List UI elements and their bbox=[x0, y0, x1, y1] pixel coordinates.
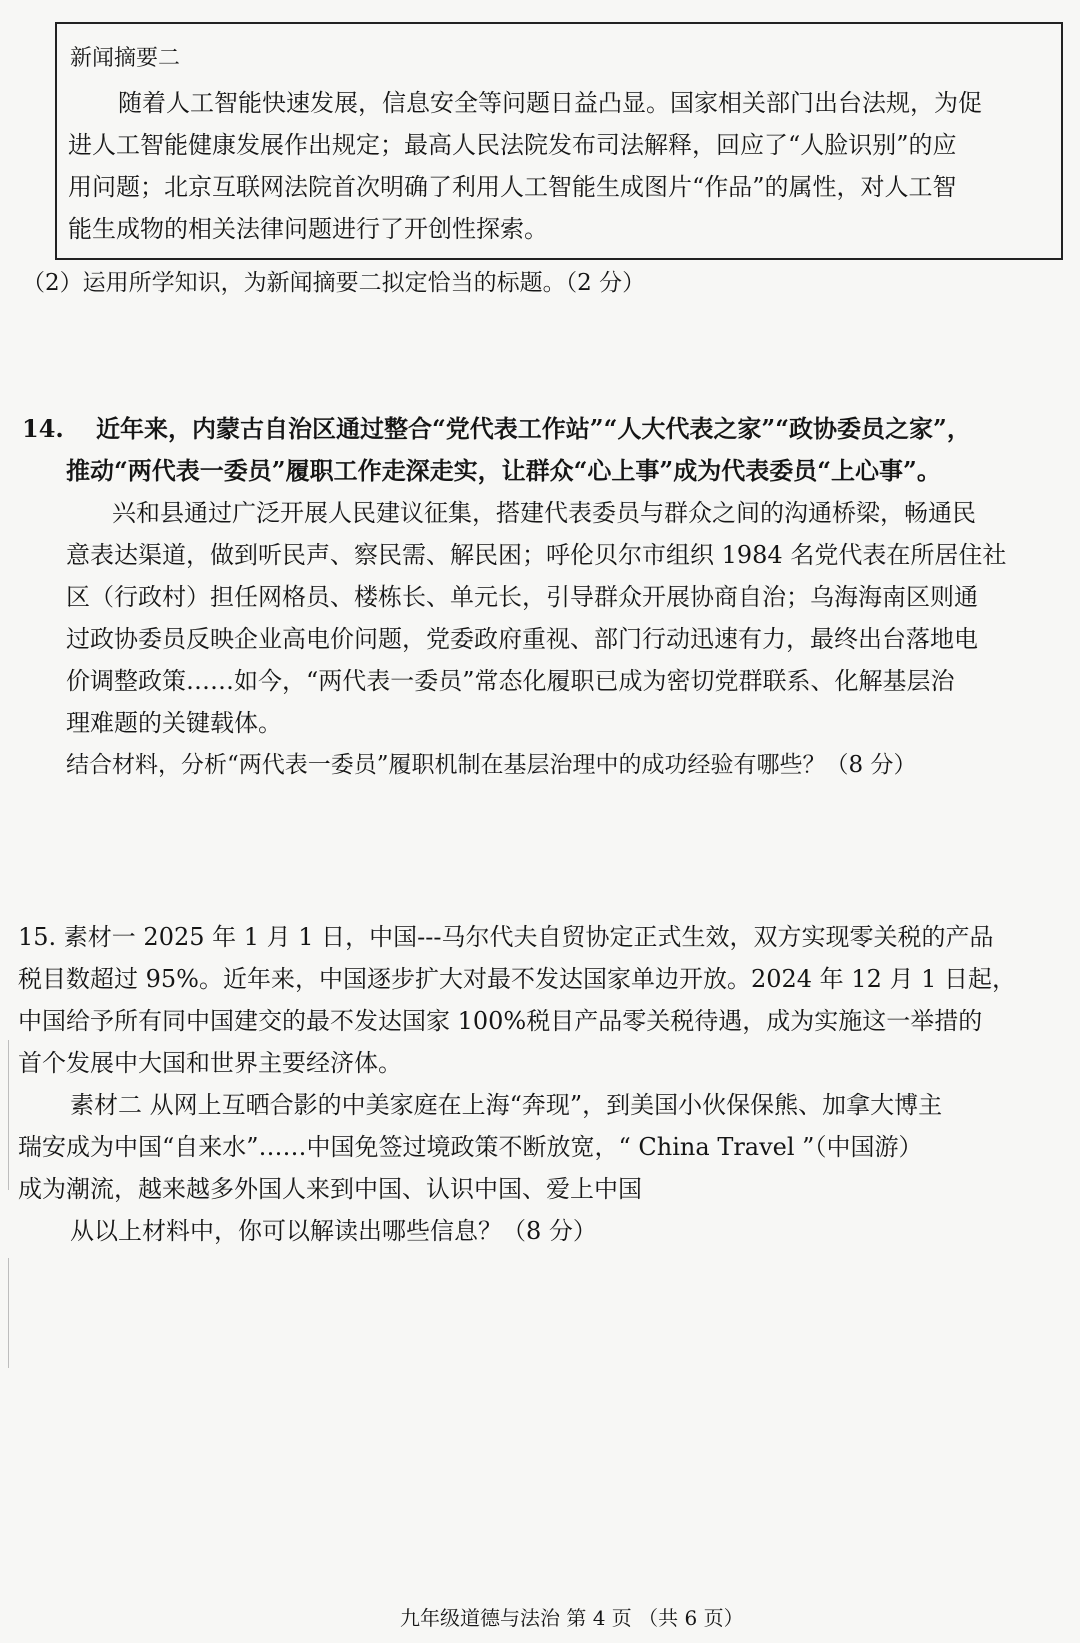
page-footer: 九年级道德与法治 第 4 页 （共 6 页） bbox=[400, 1606, 744, 1630]
news-summary-line: 用问题；北京互联网法院首次明确了利用人工智能生成图片“作品”的属性，对人工智 bbox=[68, 173, 957, 201]
question-14-material-line: 过政协委员反映企业高电价问题，党委政府重视、部门行动迅速有力，最终出台落地电 bbox=[66, 625, 978, 653]
question-14-material-line: 区（行政村）担任网格员、楼栋长、单元长，引导群众开展协商自治；乌海海南区则通 bbox=[66, 583, 978, 611]
question-14-material-line: 意表达渠道，做到听民声、察民需、解民困；呼伦贝尔市组织 1984 名党代表在所居住社 bbox=[66, 541, 1007, 569]
question-14-intro-line: 近年来，内蒙古自治区通过整合“党代表工作站”“人大代表之家”“政协委员之家”， bbox=[96, 414, 971, 443]
news-summary-line: 进人工智能健康发展作出规定；最高人民法院发布司法解释，回应了“人脸识别”的应 bbox=[68, 131, 957, 159]
question-15-line: 中国给予所有同中国建交的最不发达国家 100%税目产品零关税待遇，成为实施这一举措的 bbox=[18, 1007, 983, 1035]
question-13-2: （2）运用所学知识，为新闻摘要二拟定恰当的标题。（2 分） bbox=[22, 270, 646, 296]
scan-edge-mark bbox=[8, 1040, 9, 1190]
news-summary-title: 新闻摘要二 bbox=[70, 46, 181, 71]
question-15-line: 瑞安成为中国“自来水”……中国免签过境政策不断放宽，“ China Travel ”（中国游） bbox=[18, 1133, 923, 1161]
question-14-prompt: 结合材料，分析“两代表一委员”履职机制在基层治理中的成功经验有哪些？（8 分） bbox=[66, 752, 917, 778]
question-15-line: 成为潮流，越来越多外国人来到中国、认识中国、爱上中国 bbox=[18, 1175, 642, 1203]
question-14-material-line: 价调整政策……如今，“两代表一委员”常态化履职已成为密切党群联系、化解基层治 bbox=[66, 667, 955, 695]
question-15-line: 税目数超过 95%。近年来，中国逐步扩大对最不发达国家单边开放。2024 年 12 月 1 日起， bbox=[18, 965, 1017, 993]
question-15-line: 首个发展中大国和世界主要经济体。 bbox=[18, 1049, 402, 1077]
scan-edge-mark bbox=[8, 1258, 9, 1368]
question-14-number: 14. bbox=[22, 414, 64, 443]
question-14-material-line: 理难题的关键载体。 bbox=[66, 709, 282, 737]
question-15-line: 素材二 从网上互晒合影的中美家庭在上海“奔现”，到美国小伙保保熊、加拿大博主 bbox=[70, 1091, 943, 1119]
question-14-intro-line: 推动“两代表一委员”履职工作走深走实，让群众“心上事”成为代表委员“上心事”。 bbox=[66, 456, 941, 485]
news-summary-line: 能生成物的相关法律问题进行了开创性探索。 bbox=[68, 215, 548, 243]
question-15-line: 15. 素材一 2025 年 1 月 1 日，中国---马尔代夫自贸协定正式生效，双方实现零关税的产品 bbox=[18, 923, 994, 951]
news-summary-line: 随着人工智能快速发展，信息安全等问题日益凸显。国家相关部门出台法规，为促 bbox=[118, 89, 982, 117]
question-14-material-line: 兴和县通过广泛开展人民建议征集，搭建代表委员与群众之间的沟通桥梁，畅通民 bbox=[112, 499, 976, 527]
question-15-prompt: 从以上材料中，你可以解读出哪些信息？（8 分） bbox=[70, 1217, 597, 1245]
